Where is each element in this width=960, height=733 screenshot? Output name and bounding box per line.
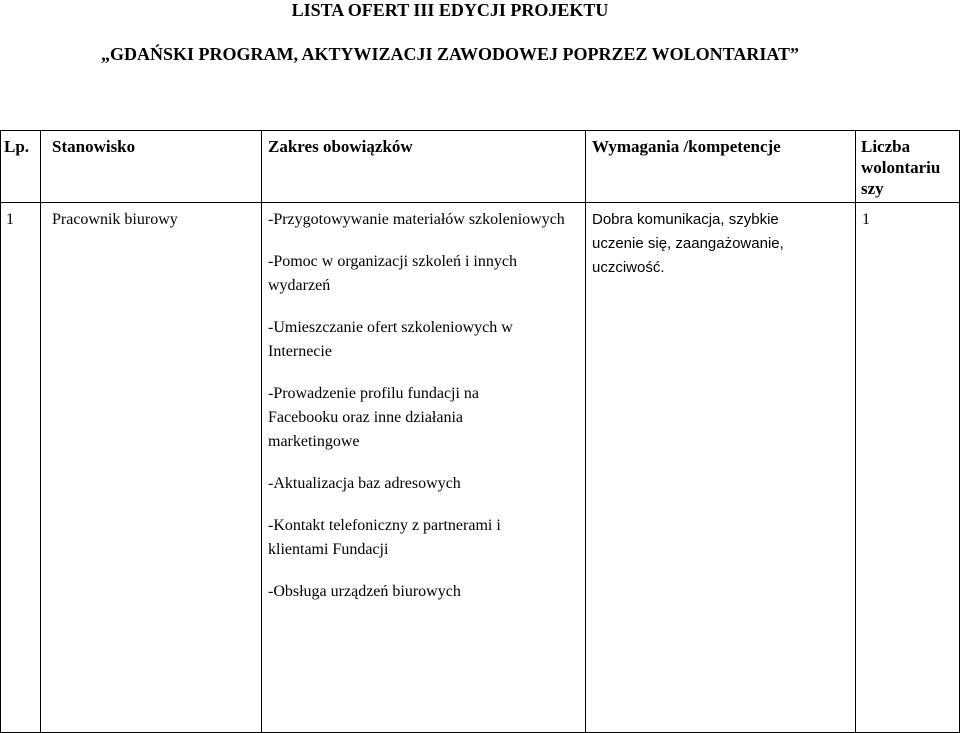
row-lp: 1	[6, 211, 14, 228]
row-position: Pracownik biurowy	[52, 211, 178, 228]
row-volunteers: 1	[862, 211, 870, 228]
table-border-left	[0, 130, 1, 733]
header-requirements: Wymagania /kompetencje	[592, 137, 781, 156]
duty-item: -Obsługa urządzeń biurowych	[268, 583, 461, 600]
column-divider	[855, 130, 856, 733]
table-border-top	[0, 130, 960, 131]
column-divider	[261, 130, 262, 733]
duty-item: -Pomoc w organizacji szkoleń i innych wydarzeń	[268, 253, 517, 294]
duty-item: -Aktualizacja baz adresowych	[268, 475, 461, 492]
header-duties: Zakres obowiązków	[268, 137, 413, 156]
document-title: LISTA OFERT III EDYCJI PROJEKTU	[291, 0, 609, 20]
column-divider	[585, 130, 586, 733]
duty-item: -Prowadzenie profilu fundacji na Facebooku oraz inne działania marketingowe	[268, 385, 480, 450]
header-lp: Lp.	[4, 137, 30, 156]
header-position: Stanowisko	[52, 137, 136, 156]
column-divider	[40, 130, 41, 733]
duty-item: -Przygotowywanie materiałów szkoleniowych	[268, 211, 565, 228]
duties-list	[268, 208, 568, 622]
duty-item: -Kontakt telefoniczny z partnerami i klientami Fundacji	[268, 517, 501, 558]
header-volunteers: Liczba wolontariu szy	[861, 137, 941, 198]
document-subtitle: „GDAŃSKI PROGRAM, AKTYWIZACJI ZAWODOWEJ POPRZEZ WOLONTARIAT”	[100, 44, 800, 64]
row-requirements: Dobra komunikacja, szybkie uczenie się, zaangażowanie, uczciwość.	[592, 211, 784, 276]
header-divider	[0, 202, 960, 203]
duty-item: -Umieszczanie ofert szkoleniowych w Internecie	[268, 319, 513, 360]
